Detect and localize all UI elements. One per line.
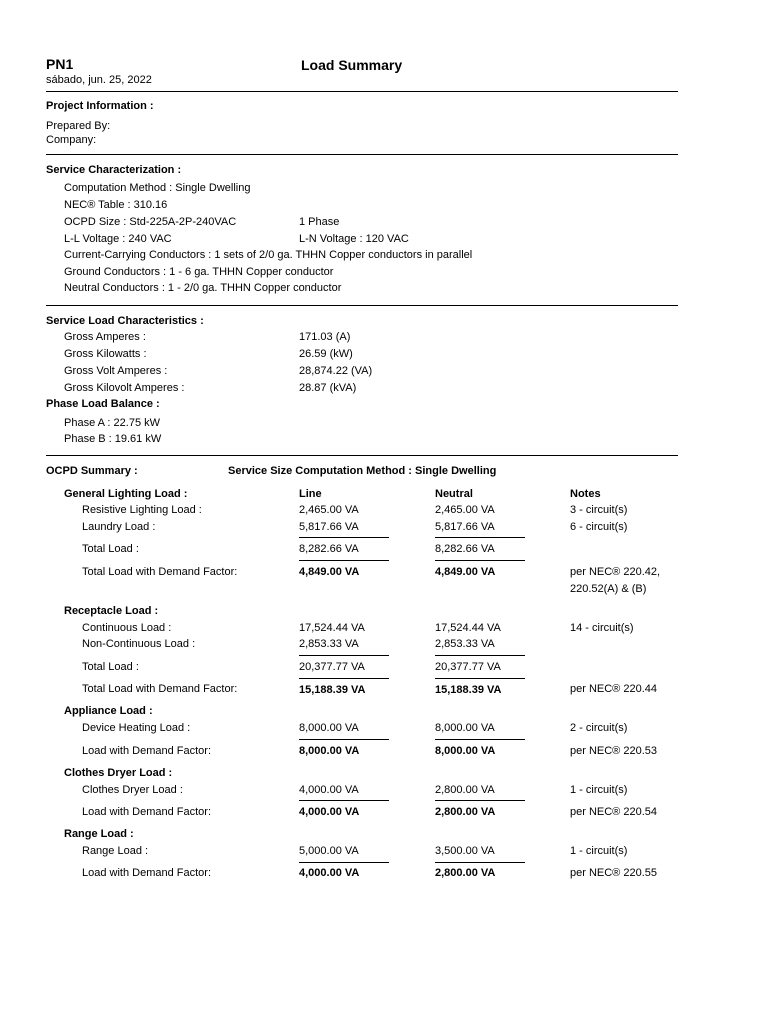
divider [46, 154, 678, 155]
company-label: Company: [46, 134, 97, 146]
divider [46, 91, 678, 92]
total-line [299, 862, 389, 863]
appliance-demand-line: 8,000.00 VA [299, 745, 360, 757]
range-neutral: 3,500.00 VA [435, 845, 495, 857]
page-title: Load Summary [301, 57, 403, 73]
total-line [299, 739, 389, 740]
dryer-demand-line: 4,000.00 VA [299, 806, 360, 818]
ln-voltage: L-N Voltage : 120 VAC [299, 233, 409, 245]
receptacle-demand-line: 15,188.39 VA [299, 684, 366, 696]
general-demand-line: 4,849.00 VA [299, 566, 360, 578]
continuous-notes: 14 - circuit(s) [570, 622, 634, 634]
ll-voltage: L-L Voltage : 240 VAC [64, 233, 172, 245]
col-notes-header: Notes [570, 488, 601, 500]
receptacle-total-label: Total Load : [82, 661, 139, 673]
general-demand-notes: per NEC® 220.42, [570, 566, 661, 578]
general-demand-notes-cont: 220.52(A) & (B) [570, 583, 647, 595]
general-total-line: 8,282.66 VA [299, 543, 359, 555]
dryer-demand-neutral: 2,800.00 VA [435, 806, 496, 818]
phase-a: Phase A : 22.75 kW [64, 417, 161, 429]
gross-va-value: 28,874.22 (VA) [299, 365, 373, 377]
device-heating-notes: 2 - circuit(s) [570, 722, 628, 734]
gross-amperes-label: Gross Amperes : [64, 331, 146, 343]
appliance-heading: Appliance Load : [64, 705, 153, 717]
general-lighting-heading: General Lighting Load : [64, 488, 188, 500]
range-label: Range Load : [82, 845, 149, 857]
device-heating-neutral: 8,000.00 VA [435, 722, 495, 734]
computation-method: Computation Method : Single Dwelling [64, 182, 251, 194]
continuous-label: Continuous Load : [82, 622, 172, 634]
range-demand-neutral: 2,800.00 VA [435, 867, 496, 879]
nec-table: NEC® Table : 310.16 [64, 199, 168, 211]
gross-kilowatts-label: Gross Kilowatts : [64, 348, 147, 360]
total-line [435, 739, 525, 740]
gross-kilowatts-value: 26.59 (kW) [299, 348, 353, 360]
phase-b: Phase B : 19.61 kW [64, 433, 162, 445]
prepared-by-label: Prepared By: [46, 120, 111, 132]
report-date: sábado, jun. 25, 2022 [46, 74, 152, 86]
total-line [435, 560, 525, 561]
noncontinuous-label: Non-Continuous Load : [82, 638, 196, 650]
general-demand-label: Total Load with Demand Factor: [82, 566, 238, 578]
receptacle-demand-label: Total Load with Demand Factor: [82, 683, 238, 695]
divider [46, 455, 678, 456]
total-line [435, 862, 525, 863]
gross-kva-label: Gross Kilovolt Amperes : [64, 382, 185, 394]
gross-amperes-value: 171.03 (A) [299, 331, 351, 343]
neutral-conductors: Neutral Conductors : 1 - 2/0 ga. THHN Copper conductor [64, 282, 342, 294]
device-heating-label: Device Heating Load : [82, 722, 191, 734]
general-total-neutral: 8,282.66 VA [435, 543, 495, 555]
general-demand-neutral: 4,849.00 VA [435, 566, 496, 578]
project-heading: Project Information : [46, 100, 154, 112]
range-notes: 1 - circuit(s) [570, 845, 628, 857]
dryer-notes: 1 - circuit(s) [570, 784, 628, 796]
subtotal-line [435, 655, 525, 656]
range-demand-line: 4,000.00 VA [299, 867, 360, 879]
noncontinuous-line: 2,853.33 VA [299, 638, 359, 650]
subtotal-line [299, 537, 389, 538]
receptacle-demand-notes: per NEC® 220.44 [570, 683, 657, 695]
load-chars-heading: Service Load Characteristics : [46, 315, 204, 327]
dryer-heading: Clothes Dryer Load : [64, 767, 173, 779]
noncontinuous-neutral: 2,853.33 VA [435, 638, 495, 650]
total-line [435, 800, 525, 801]
document-code: PN1 [46, 56, 74, 72]
resistive-notes: 3 - circuit(s) [570, 504, 628, 516]
gross-kva-value: 28.87 (kVA) [299, 382, 357, 394]
total-line [435, 678, 525, 679]
subtotal-line [435, 537, 525, 538]
general-total-label: Total Load : [82, 543, 139, 555]
service-heading: Service Characterization : [46, 164, 182, 176]
current-conductors: Current-Carrying Conductors : 1 sets of 2/0 ga. THHN Copper conductors in parallel [64, 249, 473, 261]
total-line [299, 678, 389, 679]
dryer-neutral: 2,800.00 VA [435, 784, 495, 796]
phase-balance-heading: Phase Load Balance : [46, 398, 160, 410]
resistive-label: Resistive Lighting Load : [82, 504, 202, 516]
total-line [299, 800, 389, 801]
laundry-label: Laundry Load : [82, 521, 156, 533]
total-line [299, 560, 389, 561]
col-neutral-header: Neutral [435, 488, 473, 500]
col-line-header: Line [299, 488, 322, 500]
ground-conductors: Ground Conductors : 1 - 6 ga. THHN Copper conductor [64, 266, 334, 278]
appliance-demand-neutral: 8,000.00 VA [435, 745, 496, 757]
ocpd-method: Service Size Computation Method : Single Dwelling [228, 465, 497, 477]
range-demand-label: Load with Demand Factor: [82, 867, 212, 879]
divider [46, 305, 678, 306]
laundry-neutral: 5,817.66 VA [435, 521, 495, 533]
receptacle-total-neutral: 20,377.77 VA [435, 661, 501, 673]
dryer-line: 4,000.00 VA [299, 784, 359, 796]
range-line: 5,000.00 VA [299, 845, 359, 857]
dryer-label: Clothes Dryer Load : [82, 784, 183, 796]
resistive-neutral: 2,465.00 VA [435, 504, 495, 516]
appliance-demand-label: Load with Demand Factor: [82, 745, 212, 757]
continuous-line: 17,524.44 VA [299, 622, 365, 634]
receptacle-total-line: 20,377.77 VA [299, 661, 365, 673]
ocpd-size: OCPD Size : Std-225A-2P-240VAC [64, 216, 237, 228]
gross-va-label: Gross Volt Amperes : [64, 365, 168, 377]
resistive-line: 2,465.00 VA [299, 504, 359, 516]
phase-count: 1 Phase [299, 216, 340, 228]
dryer-demand-notes: per NEC® 220.54 [570, 806, 657, 818]
appliance-demand-notes: per NEC® 220.53 [570, 745, 657, 757]
receptacle-heading: Receptacle Load : [64, 605, 159, 617]
subtotal-line [299, 655, 389, 656]
receptacle-demand-neutral: 15,188.39 VA [435, 684, 502, 696]
range-heading: Range Load : [64, 828, 134, 840]
continuous-neutral: 17,524.44 VA [435, 622, 501, 634]
ocpd-heading: OCPD Summary : [46, 465, 138, 477]
laundry-line: 5,817.66 VA [299, 521, 359, 533]
dryer-demand-label: Load with Demand Factor: [82, 806, 212, 818]
laundry-notes: 6 - circuit(s) [570, 521, 628, 533]
range-demand-notes: per NEC® 220.55 [570, 867, 657, 879]
device-heating-line: 8,000.00 VA [299, 722, 359, 734]
